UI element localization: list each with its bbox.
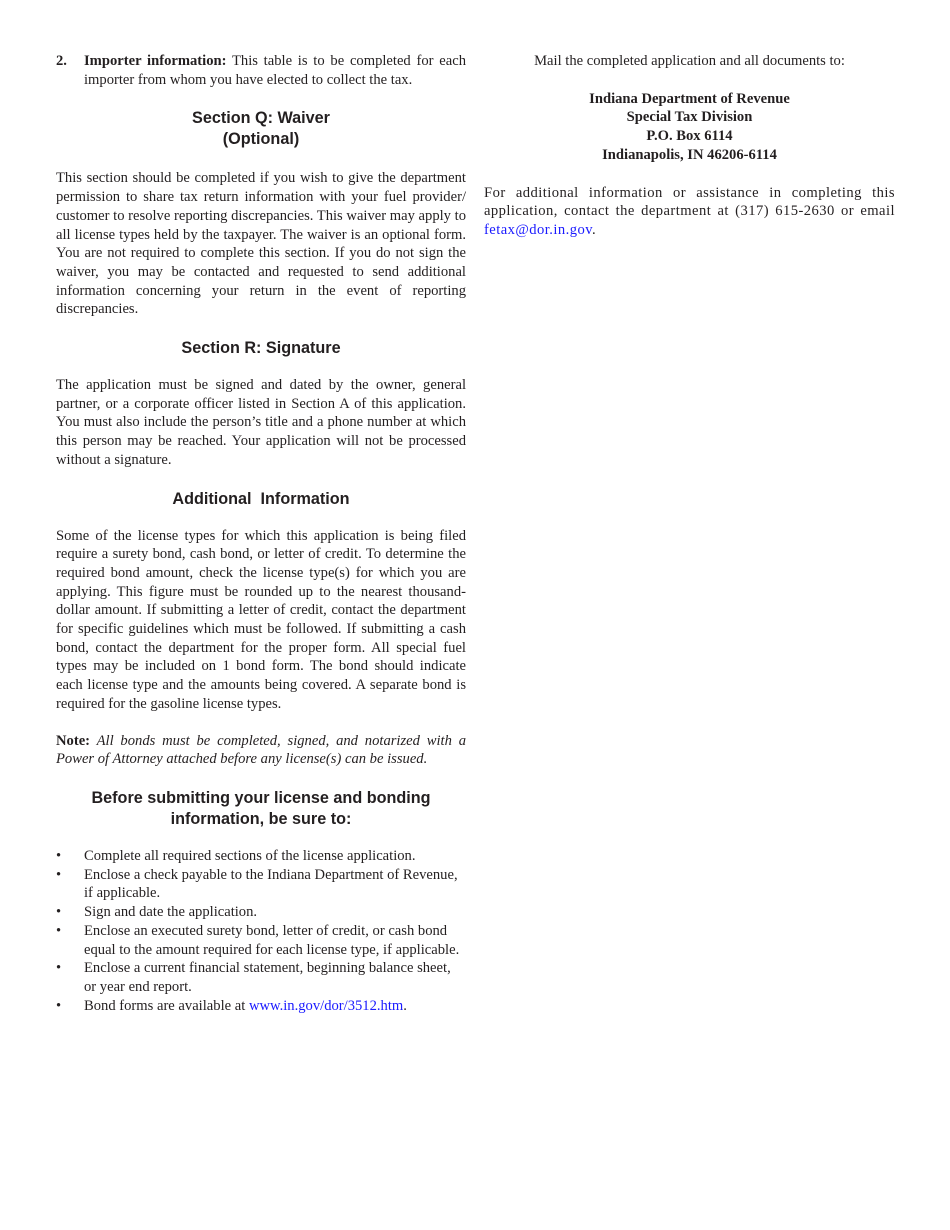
before-submitting-title-line1: Before submitting your license and bonding xyxy=(91,788,431,807)
right-column xyxy=(484,52,895,240)
contact-paragraph xyxy=(484,184,895,240)
list-item xyxy=(56,959,466,996)
note-label: Note: xyxy=(56,732,91,749)
list-item-text: Complete all required sections of the license application. xyxy=(84,847,416,864)
bullet-icon: • xyxy=(56,997,62,1014)
address-line: P.O. Box 6114 xyxy=(646,128,733,145)
bond-forms-suffix: . xyxy=(403,997,407,1014)
item-text: This table is to be completed for each importer from whom you have elected to collect the tax. xyxy=(84,53,466,88)
list-item xyxy=(56,847,466,866)
item-body xyxy=(84,52,466,89)
contact-suffix: . xyxy=(592,221,597,238)
note-text: All bonds must be completed, signed, and notarized with a Power of Attorney attached before any license(s) can be issued. xyxy=(56,732,466,768)
bullet-icon: • xyxy=(56,960,62,977)
address-line: Special Tax Division xyxy=(626,109,753,126)
before-submitting-heading xyxy=(56,788,466,830)
mail-instructions: Mail the completed application and all documents to: xyxy=(534,53,845,69)
checklist xyxy=(56,847,466,1015)
section-r-body: The application must be signed and dated by the owner, general partner, or a corporate officer listed in Section A of this application. You must also include the person’s title and a phone number at which this person may be reached. Your application will not be processed without a signature. xyxy=(56,377,466,468)
bullet-icon: • xyxy=(56,904,62,921)
bullet-icon: • xyxy=(56,847,62,864)
list-item xyxy=(56,866,466,903)
list-item-text: Enclose an executed surety bond, letter of credit, or cash bond equal to the amount required for each license type, if applicable. xyxy=(84,922,460,958)
bullet-icon: • xyxy=(56,922,62,939)
list-item xyxy=(56,997,466,1016)
item-number: 2. xyxy=(56,53,67,69)
list-item-text: Enclose a current financial statement, beginning balance sheet, or year end report. xyxy=(84,960,451,995)
additional-information-body: Some of the license types for which this application is being filed require a surety bond, cash bond, or letter of credit. To determine the required bond amount, check the license type(s) for which you are applying. This figure must be rounded up to the nearest thousand-dollar amount. If submitting a letter of credit, contact the department for specific guidelines which must be followed. If submitting a cash bond, contact the department for the proper form. All special fuel types may be included on 1 bond form. The bond should indicate each license type and the amounts being covered. A separate bond is required for the gasoline license types. xyxy=(56,527,466,712)
contact-email-link[interactable]: fetax@dor.in.gov xyxy=(484,221,593,238)
section-q-heading xyxy=(56,108,466,150)
bond-forms-prefix: Bond forms are available at xyxy=(84,997,249,1014)
item-label: Importer information: xyxy=(84,53,227,69)
section-q-body: This section should be completed if you wish to give the department permission to share tax return information with your fuel provider/ customer to resolve reporting discrepancies. This waiver may apply to all license types held by the taxpayer. The waiver is an optional form. You are not required to complete this section. If you do not sign the waiver, you may be contacted and requested to send additional information concerning your return in the event of reporting discrepancies. xyxy=(56,170,466,318)
before-submitting-title-line2: information, be sure to: xyxy=(170,809,352,828)
address-line: Indianapolis, IN 46206-6114 xyxy=(602,146,777,163)
section-q-subtitle: (Optional) xyxy=(222,130,300,149)
section-q-title: Section Q: Waiver xyxy=(192,109,330,128)
contact-text: For additional information or assistance in completing this application, contact the department at (317) 615-2630 or email xyxy=(484,184,895,220)
list-item-text: Sign and date the application. xyxy=(84,904,258,921)
list-item xyxy=(56,922,466,959)
list-item-text: Enclose a check payable to the Indiana Department of Revenue, if applicable. xyxy=(84,866,458,902)
list-item-text xyxy=(84,997,466,1016)
additional-information-heading: Additional Information xyxy=(172,489,350,508)
mailing-address xyxy=(484,90,895,165)
left-column xyxy=(56,52,466,1015)
importer-information-item xyxy=(56,52,466,89)
address-line: Indiana Department of Revenue xyxy=(589,90,790,107)
bond-forms-link[interactable]: www.in.gov/dor/3512.htm xyxy=(248,997,404,1014)
bullet-icon: • xyxy=(56,866,62,883)
section-r-heading: Section R: Signature xyxy=(181,339,341,358)
bond-note xyxy=(56,732,466,769)
list-item xyxy=(56,903,466,922)
